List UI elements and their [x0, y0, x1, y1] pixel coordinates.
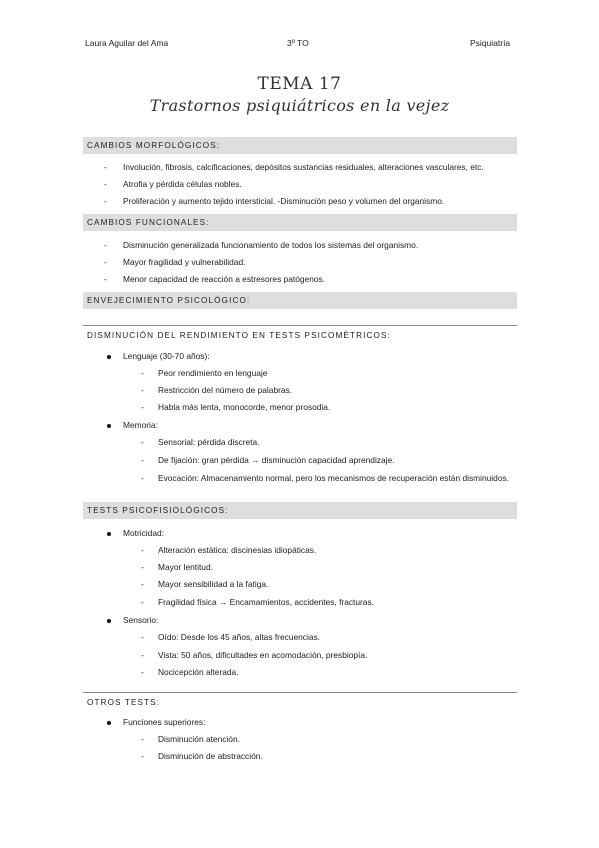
page-title: TEMA 17 — [257, 74, 342, 94]
list-item: Involución, fibrosis, calcificaciones, depósitos sustancias residuales, alteraciones vasculares, etc. — [123, 162, 484, 172]
list-dash: - — [104, 240, 107, 250]
list-item: Disminución de abstracción. — [158, 751, 263, 761]
list-item: Nocicepción alterada. — [158, 667, 239, 677]
list-dash: - — [141, 473, 144, 483]
list-dash: - — [141, 402, 144, 412]
bullet-dot — [107, 424, 111, 428]
header-author: Laura Aguilar del Ama — [85, 38, 169, 48]
list-item: Atrofia y pérdida células nobles. — [123, 179, 242, 189]
bullet-dot — [107, 721, 111, 725]
list-item: De fijación: gran pérdida → disminución capacidad aprendizaje. — [158, 455, 395, 465]
page-subtitle: Trastornos psiquiátricos en la vejez — [149, 96, 450, 115]
list-dash: - — [141, 667, 144, 677]
list-dash: - — [104, 257, 107, 267]
list-item: Oído: Desde los 45 años, altas frecuencias. — [158, 632, 321, 642]
list-item: Menor capacidad de reacción a estresores patógenos. — [123, 274, 326, 284]
section-rule — [83, 325, 517, 326]
list-dash: - — [141, 751, 144, 761]
group-label-funciones: Funciones superiores: — [123, 717, 206, 727]
list-dash: - — [104, 179, 107, 189]
section-heading-otros: OTROS TESTS: — [87, 698, 161, 707]
list-item: Mayor fragilidad y vulnerabilidad. — [123, 257, 246, 267]
list-item: Evocación: Almacenamiento normal, pero los mecanismos de recuperación están disminuidos. — [158, 473, 509, 483]
list-item: Habla más lenta, monocorde, menor prosodia. — [158, 402, 331, 412]
bullet-dot — [107, 532, 111, 536]
list-item: Disminución atención. — [158, 734, 240, 744]
list-dash: - — [141, 734, 144, 744]
list-dash: - — [141, 455, 144, 465]
list-item: Vista: 50 años, dificultades en acomodación, presbiopía. — [158, 650, 368, 660]
list-dash: - — [141, 650, 144, 660]
section-heading-envejecimiento: ENVEJECIMIENTO PSICOLÓGICO: — [83, 292, 517, 309]
list-item: Fragilidad física → Encamamientos, accidentes, fracturas. — [158, 597, 374, 607]
list-dash: - — [104, 196, 107, 206]
group-label-sensorio: Sensorio: — [123, 615, 159, 625]
list-dash: - — [141, 579, 144, 589]
list-item: Peor rendimiento en lenguaje — [158, 368, 268, 378]
section-heading-morfologicos: CAMBIOS MORFOLÓGICOS: — [83, 137, 517, 154]
list-dash: - — [141, 437, 144, 447]
bullet-dot — [107, 355, 111, 359]
list-dash: - — [141, 545, 144, 555]
list-item: Mayor lentitud. — [158, 562, 213, 572]
group-label-lenguaje: Lenguaje (30-70 años): — [123, 351, 210, 361]
list-item: Sensorial: pérdida discreta. — [158, 437, 260, 447]
header-course: 3º TO — [287, 38, 309, 48]
section-heading-psicofisiologicos: TESTS PSICOFISIOLÓGICOS: — [83, 502, 517, 519]
section-rule — [83, 692, 517, 693]
list-item: Mayor sensibilidad a la fatiga. — [158, 579, 269, 589]
list-dash: - — [104, 274, 107, 284]
group-label-memoria: Memoria: — [123, 420, 158, 430]
list-dash: - — [141, 597, 144, 607]
list-item: Restricción del número de palabras. — [158, 385, 293, 395]
list-item: Alteración estática: discinesias idiopáticas. — [158, 545, 317, 555]
list-dash: - — [141, 632, 144, 642]
list-item: Disminución generalizada funcionamiento de todos los sistemas del organismo. — [123, 240, 419, 250]
bullet-dot — [107, 619, 111, 623]
list-item: Proliferación y aumento tejido intersticial. -Disminución peso y volumen del organismo. — [123, 196, 445, 206]
list-dash: - — [141, 385, 144, 395]
list-dash: - — [104, 162, 107, 172]
list-dash: - — [141, 562, 144, 572]
header-subject: Psiquiatría — [470, 38, 511, 48]
group-label-motricidad: Motricidad: — [123, 528, 164, 538]
section-heading-disminucion: DISMINUCIÓN DEL RENDIMIENTO EN TESTS PSICOMÉTRICOS: — [87, 331, 391, 340]
section-heading-funcionales: CAMBIOS FUNCIONALES: — [83, 214, 517, 231]
list-dash: - — [141, 368, 144, 378]
